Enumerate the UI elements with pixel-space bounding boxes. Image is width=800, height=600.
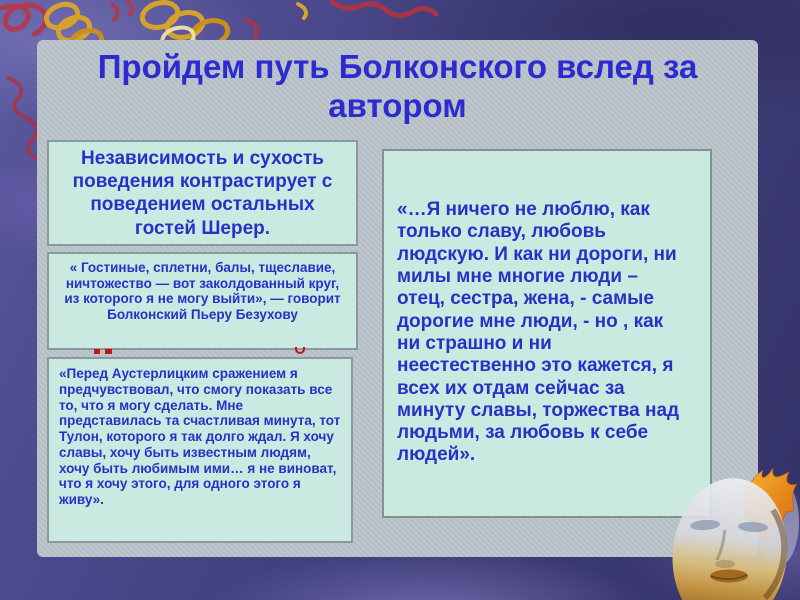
slide-title: Пройдем путь Болконского вслед за автором bbox=[97, 48, 698, 124]
hidden-red-text-fragment bbox=[105, 349, 112, 354]
quote-box-austerlitz: «Перед Аустерлицким сражением я предчувствовал, что смогу показать все то, что я могу сделать. Мне представилась та счастливая минута, тот Тулон, которого я так долго ждал. Я хочу славы, хочу быть известным людям, хочу быть любимым ими… я не виноват, что я хочу этого, для одного этого я живу». bbox=[47, 357, 353, 543]
quote-box-sherer-contrast: Независимость и сухость поведения контрастирует с поведением остальных гостей Шерер. bbox=[47, 140, 358, 246]
quote-box-love-of-glory: «…Я ничего не люблю, как только славу, любовь людскую. И как ни дороги, ни милы мне многие люди – отец, сестра, жена, - самые дорогие мне люди, - но , как ни страшно и ни неестественно это кажется, я всех их отдам сейчас за минуту славы, торжества над людьми, за любовь к себе людей». bbox=[382, 149, 712, 518]
hidden-red-text-fragment bbox=[94, 349, 100, 354]
quote-box-salons-vanity: « Гостиные, сплетни, балы, тщеславие, ничтожество — вот заколдованный круг, из которого я не могу выйти», — говорит Болконский Пьеру Безухову bbox=[47, 252, 358, 350]
